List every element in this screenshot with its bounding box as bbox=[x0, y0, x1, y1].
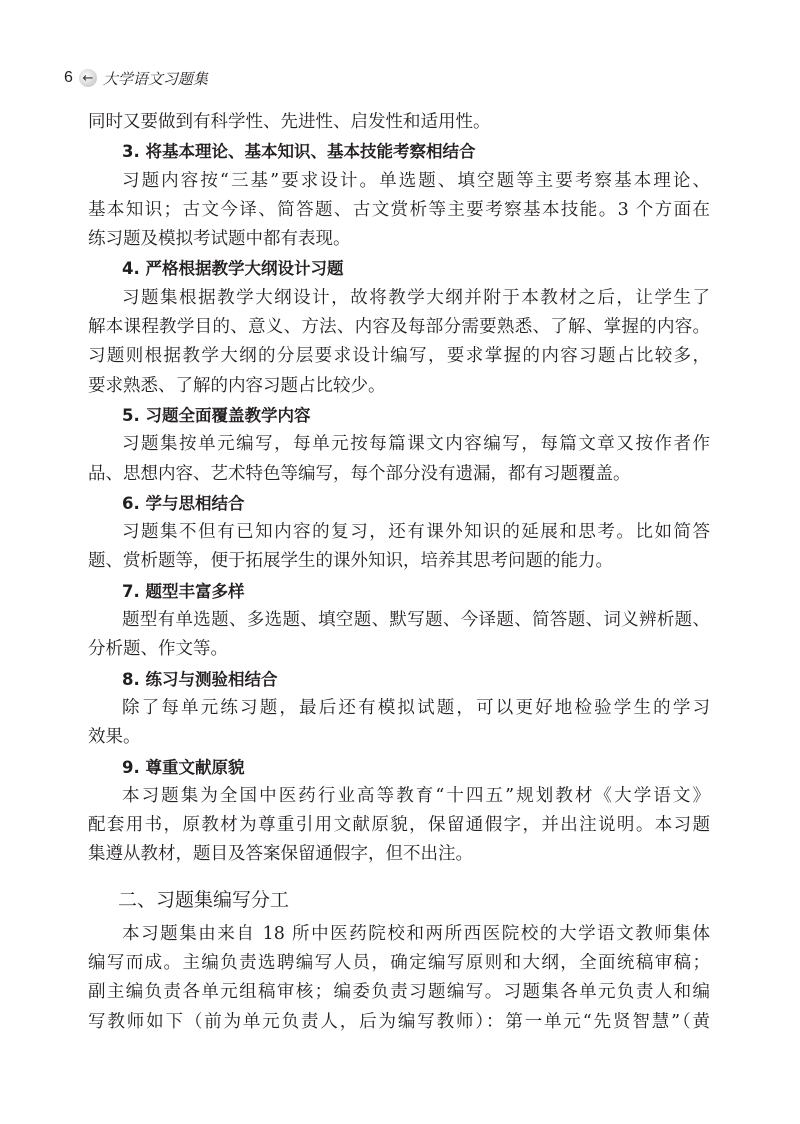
section-heading: 二、习题集编写分工 bbox=[118, 888, 290, 911]
subheading: 7. 题型丰富多样 bbox=[122, 581, 245, 601]
text-line: 品、思想内容、艺术特色等编写，每个部分没有遗漏，都有习题覆盖。 bbox=[88, 463, 631, 484]
text-line: 本习题集为全国中医药行业高等教育“十四五”规划教材《大学语文》 bbox=[122, 785, 710, 806]
subheading: 3. 将基本理论、基本知识、基本技能考察相结合 bbox=[122, 142, 476, 162]
subheading: 6. 学与思相结合 bbox=[122, 493, 245, 513]
page-body bbox=[88, 108, 710, 1037]
text-line: 编写而成。主编负责选聘编写人员，确定编写原则和大纲，全面统稿审稿； bbox=[88, 953, 710, 974]
text-line: 同时又要做到有科学性、先进性、启发性和适用性。 bbox=[88, 112, 491, 132]
text-line: 分析题、作文等。 bbox=[88, 639, 228, 660]
text-line: 题型有单选题、多选题、填空题、默写题、今译题、简答题、词义辨析题、 bbox=[122, 610, 710, 631]
text-line: 解本课程教学目的、意义、方法、内容及每部分需要熟悉、了解、掌握的内容。 bbox=[88, 317, 710, 338]
left-arrow-icon: ← bbox=[79, 69, 97, 87]
text-line: 习题集根据教学大纲设计，故将教学大纲并附于本教材之后，让学生了 bbox=[122, 287, 710, 308]
text-line: 习题集不但有已知内容的复习，还有课外知识的延展和思考。比如简答 bbox=[122, 522, 710, 543]
text-line: 配套用书，原教材为尊重引用文献原貌，保留通假字，并出注说明。本习题 bbox=[88, 815, 710, 836]
page-number: 6 bbox=[64, 69, 73, 86]
text-line: 基本知识；古文今译、简答题、古文赏析等主要考察基本技能。3 个方面在 bbox=[88, 199, 710, 220]
subheading: 4. 严格根据教学大纲设计习题 bbox=[122, 259, 344, 279]
book-title: 大学语文习题集 bbox=[102, 69, 208, 88]
text-line: 习题集按单元编写，每单元按每篇课文内容编写，每篇文章又按作者作 bbox=[122, 434, 710, 455]
text-line: 练习题及模拟考试题中都有表现。 bbox=[88, 229, 351, 250]
text-line: 本习题集由来自 18 所中医药院校和两所西医院校的大学语文教师集体 bbox=[122, 923, 710, 944]
text-line: 写教师如下（前为单元负责人，后为编写教师）：第一单元“先贤智慧”（黄 bbox=[88, 1011, 710, 1032]
subheading: 8. 练习与测验相结合 bbox=[122, 669, 278, 689]
subheading: 9. 尊重文献原貌 bbox=[122, 757, 245, 777]
text-line: 集遵从教材，题目及答案保留通假字，但不出注。 bbox=[88, 844, 473, 865]
running-header bbox=[64, 66, 208, 90]
text-line: 副主编负责各单元组稿审核；编委负责习题编写。习题集各单元负责人和编 bbox=[88, 982, 710, 1003]
text-line: 除了每单元练习题，最后还有模拟试题，可以更好地检验学生的学习 bbox=[122, 697, 710, 718]
text-line: 习题内容按“三基”要求设计。单选题、填空题等主要考察基本理论、 bbox=[122, 170, 710, 191]
text-line: 题、赏析题等，便于拓展学生的课外知识，培养其思考问题的能力。 bbox=[88, 551, 613, 572]
subheading: 5. 习题全面覆盖教学内容 bbox=[122, 405, 311, 425]
text-line: 要求熟悉、了解的内容习题占比较少。 bbox=[88, 375, 386, 396]
text-line: 效果。 bbox=[88, 727, 141, 748]
text-line: 习题则根据教学大纲的分层要求设计编写，要求掌握的内容习题占比较多， bbox=[88, 346, 710, 367]
